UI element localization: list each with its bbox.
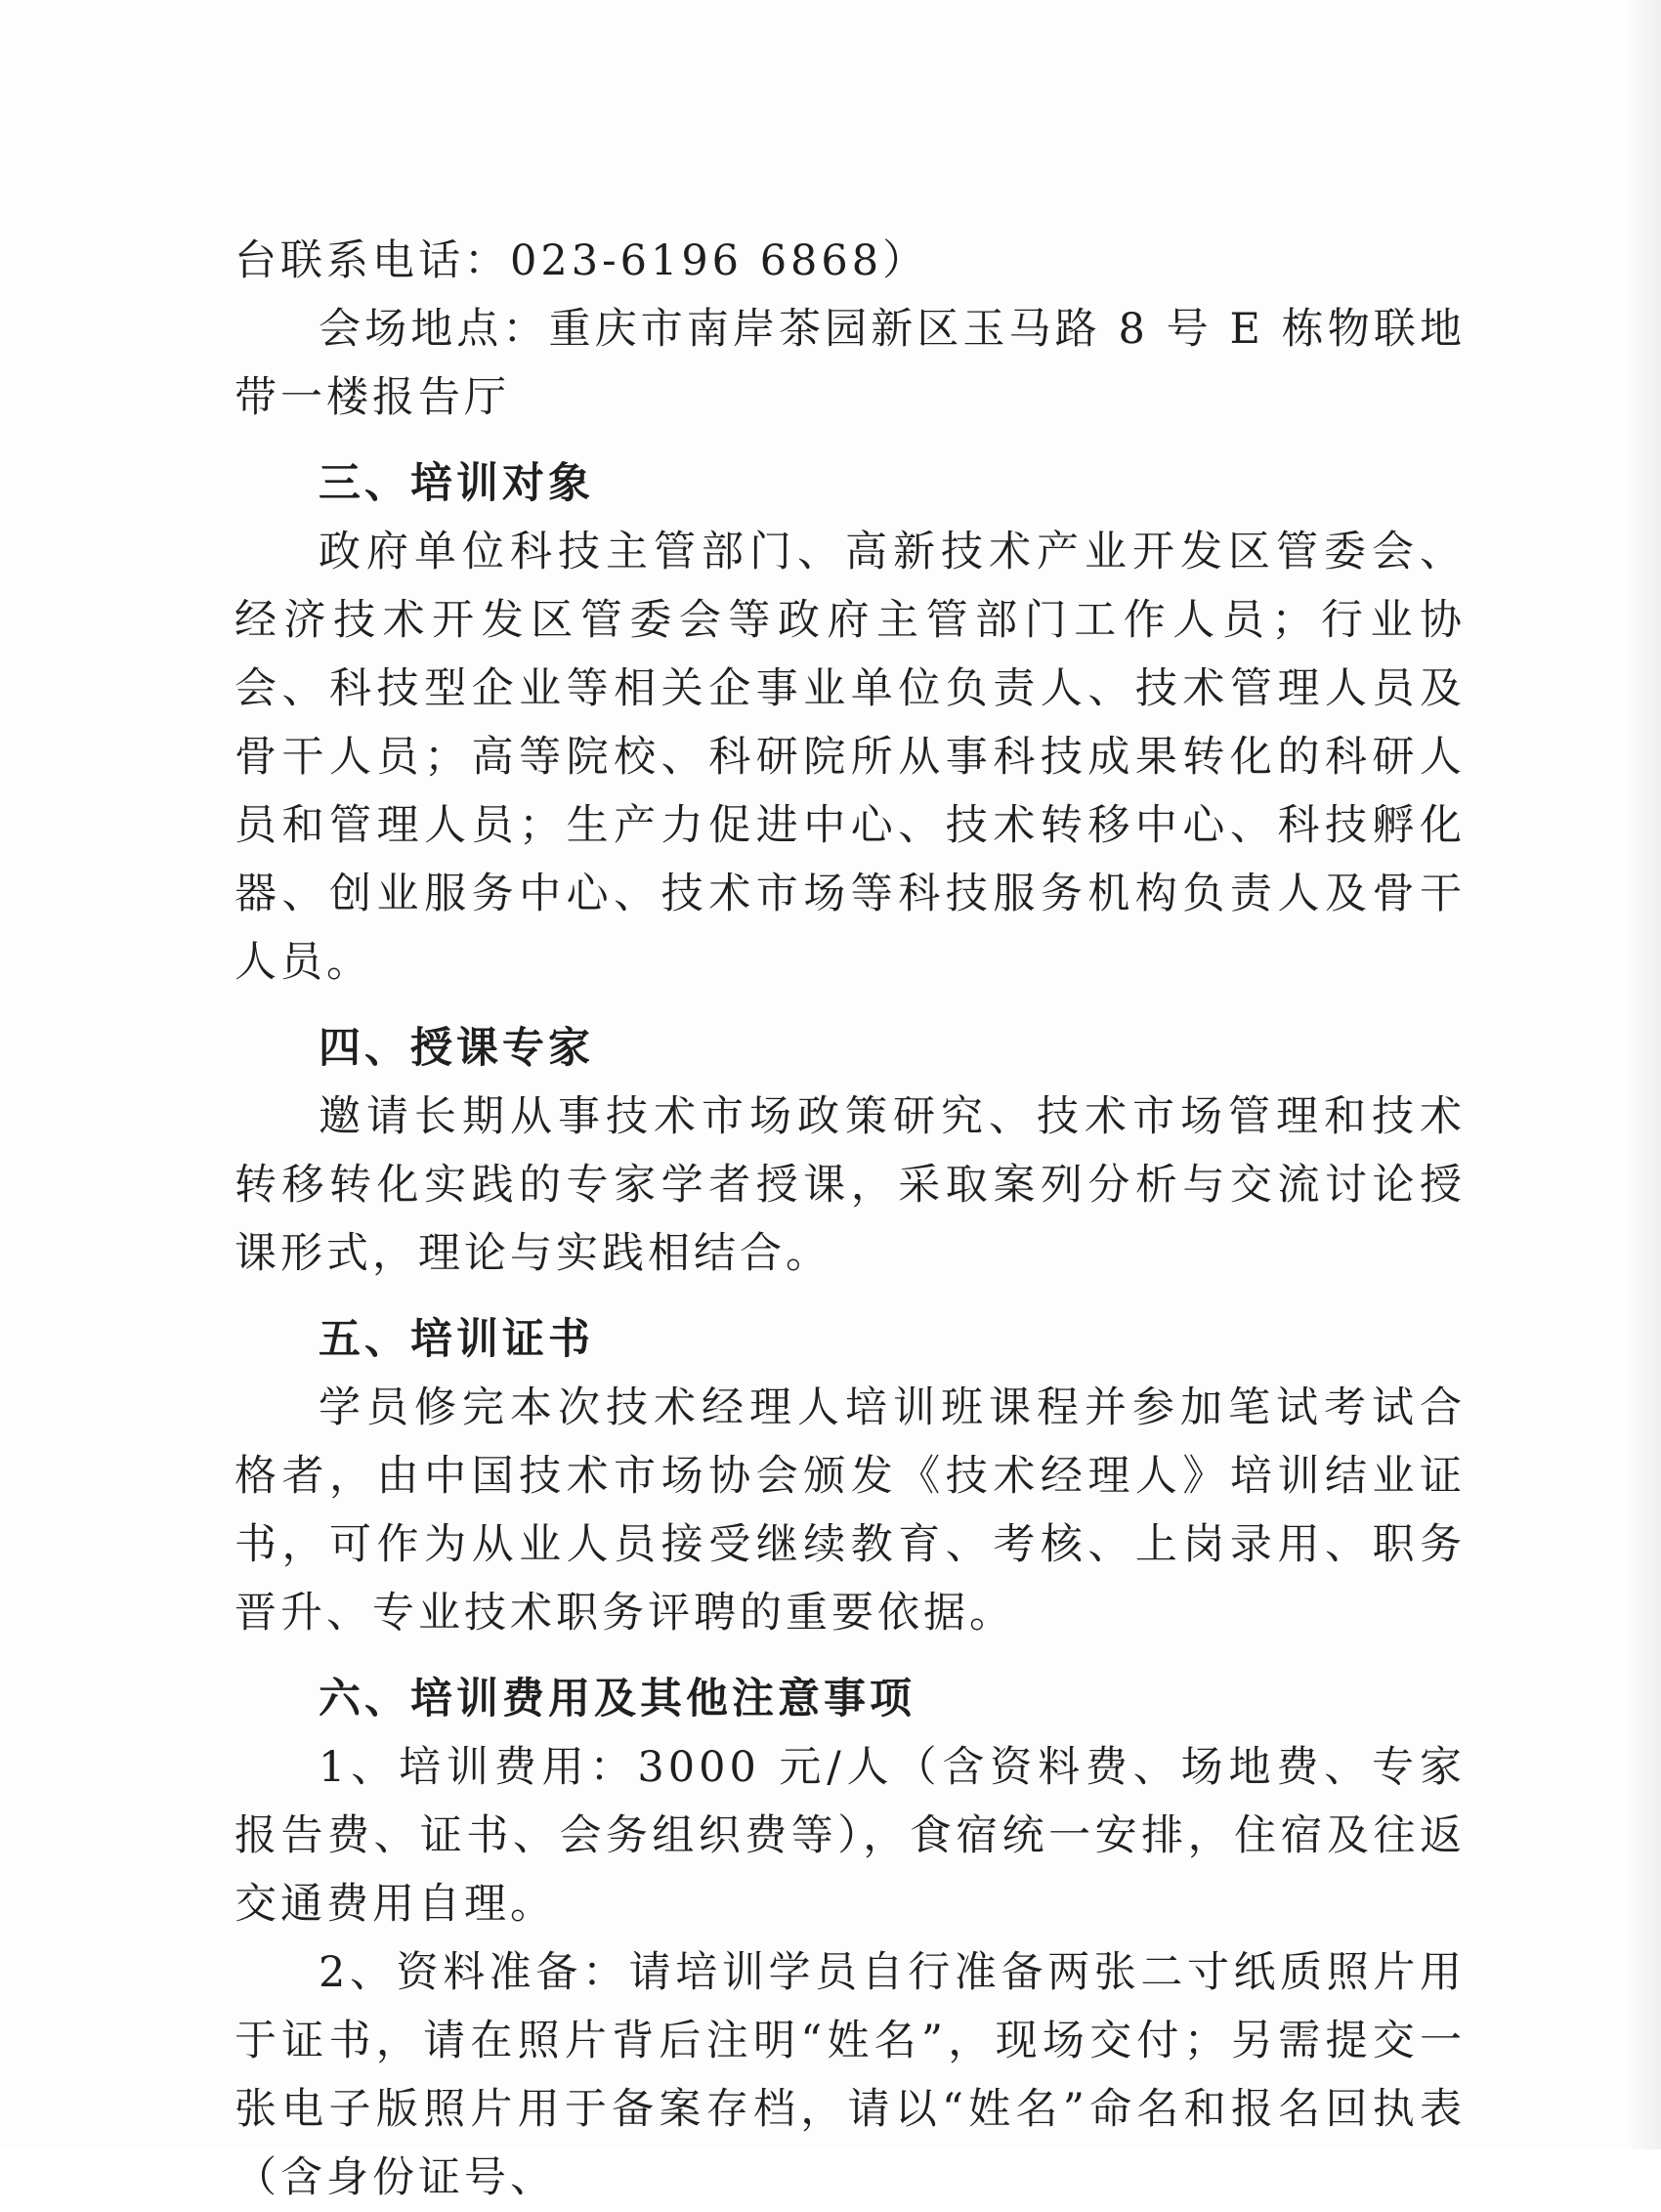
section-4-heading: 四、授课专家 <box>319 1024 594 1073</box>
section-5-heading: 五、培训证书 <box>319 1315 594 1364</box>
section-5-body: 学员修完本次技术经理人培训班课程并参加笔试考试合格者，由中国技术市场协会颁发《技术经理人》培训结业证书，可作为从业人员接受继续教育、考核、上岗录用、职务晋升、专业技术职务评聘的重要依据。 <box>234 1383 1466 1638</box>
scan-edge-shadow <box>1626 0 1661 2149</box>
section-4-body: 邀请长期从事技术市场政策研究、技术市场管理和技术转移转化实践的专家学者授课，采取案列分析与交流讨论授课形式，理论与实践相结合。 <box>234 1092 1466 1278</box>
section-3-body: 政府单位科技主管部门、高新技术产业开发区管委会、经济技术开发区管委会等政府主管部门工作人员；行业协会、科技型企业等相关企事业单位负责人、技术管理人员及骨干人员；高等院校、科研院所从事科技成果转化的科研人员和管理人员；生产力促进中心、技术转移中心、科技孵化器、创业服务中心、技术市场等科技服务机构负责人及骨干人员。 <box>234 528 1466 987</box>
section-6-item-1: 1、培训费用：3000 元/人（含资料费、场地费、专家报告费、证书、会务组织费等），食宿统一安排，住宿及往返交通费用自理。 <box>234 1743 1466 1929</box>
contact-line: 台联系电话：023-6196 6868） <box>234 236 929 285</box>
document-body <box>234 227 1466 2212</box>
section-3-heading: 三、培训对象 <box>319 459 594 508</box>
section-6-heading: 六、培训费用及其他注意事项 <box>319 1675 916 1723</box>
section-6-item-2: 2、资料准备：请培训学员自行准备两张二寸纸质照片用于证书，请在照片背后注明“姓名”，现场交付；另需提交一张电子版照片用于备案存档，请以“姓名”命名和报名回执表（含身份证号、 <box>234 1948 1466 2202</box>
venue-paragraph: 会场地点：重庆市南岸茶园新区玉马路 8 号 E 栋物联地带一楼报告厅 <box>234 305 1466 422</box>
